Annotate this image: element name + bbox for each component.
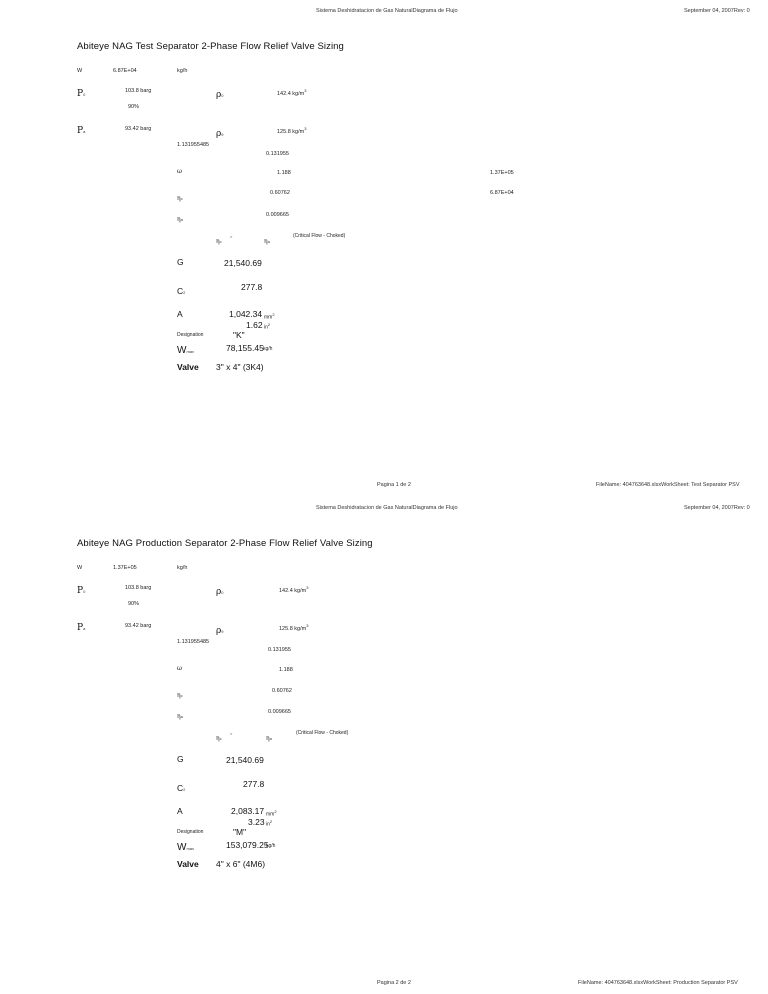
pa-symbol: Pa (77, 126, 86, 136)
pressure-percent: 90% (128, 104, 140, 110)
w-unit: kg/h (177, 68, 188, 74)
rho9-symbol: ρ9 (216, 129, 224, 139)
compare-operator: > (230, 731, 233, 736)
pressure-percent: 90% (128, 601, 140, 607)
eta-c-compare: ηc (216, 735, 222, 742)
compare-operator: > (230, 234, 233, 239)
area-mm2-unit: $mm^2$ (266, 809, 277, 818)
page-header-date: September 04, 2007Rev: 0 (684, 505, 750, 511)
omega-value: 1.188 (277, 170, 291, 176)
pa-value: 93.42 barg (125, 623, 152, 629)
wmax-label: Wmax (177, 345, 195, 356)
area-in2-unit: $in^2$ (264, 322, 271, 331)
eta-a-compare: ηa (264, 238, 270, 245)
w-label: W (77, 68, 83, 74)
eta-a-value: 0.009665 (266, 212, 289, 218)
p0-value: 103.8 barg (125, 585, 152, 591)
w-value: 1.37E+05 (113, 565, 137, 571)
w-label: W (77, 565, 83, 571)
density-ratio: 1.131955485 (177, 142, 210, 148)
area-label: A (177, 309, 183, 319)
eta-c-value: 0.60762 (272, 688, 292, 694)
g-label: G (177, 257, 184, 267)
valve-value: 4" x 6" (4M6) (216, 859, 266, 869)
area-in2-value: 1.62 (246, 320, 263, 330)
g-value: 21,540.69 (226, 755, 264, 765)
page-header-center: Sistema Deshidratacion de Gas NaturalDiagrama de Flujo (316, 8, 458, 14)
w-value: 6.87E+04 (113, 68, 137, 74)
sheet-title: Abiteye NAG Test Separator 2-Phase Flow Relief Valve Sizing (77, 41, 344, 52)
rho0-symbol: ρ0 (216, 587, 224, 597)
page-footer-number: Pagina 1 de 2 (377, 482, 411, 488)
designation-label: Designation (177, 829, 204, 835)
wmax-label: Wmax (177, 842, 195, 853)
valve-value: 3" x 4" (3K4) (216, 362, 264, 372)
rho0-value: 142.4 $kg/m^3$ (277, 88, 307, 97)
eta-c-compare: ηc (216, 238, 222, 245)
w-unit: kg/h (177, 565, 188, 571)
eta-c-symbol: ηc (177, 692, 183, 699)
right-value-1: 1.37E+05 (490, 170, 514, 176)
eta-a-symbol: ηa (177, 216, 183, 223)
g-value: 21,540.69 (224, 258, 262, 268)
eta-c-symbol: ηc (177, 195, 183, 202)
eta-a-symbol: ηa (177, 713, 183, 720)
area-mm2-value: 2,083.17 (231, 806, 265, 816)
wmax-unit: kg/h (263, 346, 273, 352)
area-label: A (177, 806, 183, 816)
page-header-date: September 04, 2007Rev: 0 (684, 8, 750, 14)
designation-value: "M" (233, 827, 247, 837)
sheet-title: Abiteye NAG Production Separator 2-Phase Flow Relief Valve Sizing (77, 538, 373, 549)
omega-value: 1.188 (279, 667, 293, 673)
page-footer-filename: FileName: 404763648.xlsxWorkSheet: Production Separator PSV (578, 980, 738, 986)
c2-value: 277.8 (243, 779, 265, 789)
g-label: G (177, 754, 184, 764)
eta-c-value: 0.60762 (270, 190, 290, 196)
density-ratio-minus-one: 0.131955 (268, 647, 291, 653)
page-header-center: Sistema Deshidratacion de Gas NaturalDiagrama de Flujo (316, 505, 458, 511)
area-in2-unit: $in^2$ (266, 819, 273, 828)
p0-symbol: P0 (77, 586, 86, 596)
area-mm2-value: 1,042.34 (229, 309, 263, 319)
density-ratio-minus-one: 0.131955 (266, 151, 289, 157)
right-value-2: 6.87E+04 (490, 190, 514, 196)
flow-regime-note: (Critical Flow - Choked) (293, 233, 346, 239)
omega-symbol: ω (177, 665, 182, 672)
page-footer-number: Pagina 2 de 2 (377, 980, 411, 986)
wmax-unit: kg/h (266, 843, 276, 849)
wmax-value: 153,079.25 (226, 840, 269, 850)
rho0-value: 142.4 $kg/m^3$ (279, 585, 309, 594)
c2-label: C2 (177, 783, 186, 793)
flow-regime-note: (Critical Flow - Choked) (296, 730, 349, 736)
designation-value: "K" (233, 330, 245, 340)
rho9-symbol: ρ9 (216, 626, 224, 636)
c2-value: 277.8 (241, 282, 263, 292)
c2-label: C2 (177, 286, 186, 296)
pa-symbol: Pa (77, 623, 86, 633)
valve-label: Valve (177, 362, 199, 372)
area-in2-value: 3.23 (248, 817, 265, 827)
valve-label: Valve (177, 859, 199, 869)
omega-symbol: ω (177, 168, 182, 175)
wmax-value: 78,155.45 (226, 343, 264, 353)
area-mm2-unit: $mm^2$ (264, 312, 275, 321)
density-ratio: 1.131955485 (177, 639, 210, 645)
eta-a-value: 0.009665 (268, 709, 291, 715)
designation-label: Designation (177, 332, 204, 338)
p0-symbol: P0 (77, 89, 86, 99)
p0-value: 103.8 barg (125, 88, 152, 94)
rho9-value: 125.8 $kg/m^3$ (277, 126, 307, 135)
rho0-symbol: ρ0 (216, 90, 224, 100)
rho9-value: 125.8 $kg/m^3$ (279, 623, 309, 632)
pa-value: 93.42 barg (125, 126, 152, 132)
page-footer-filename: FileName: 404763648.xlsxWorkSheet: Test Separator PSV (596, 482, 740, 488)
eta-a-compare: ηa (266, 735, 272, 742)
